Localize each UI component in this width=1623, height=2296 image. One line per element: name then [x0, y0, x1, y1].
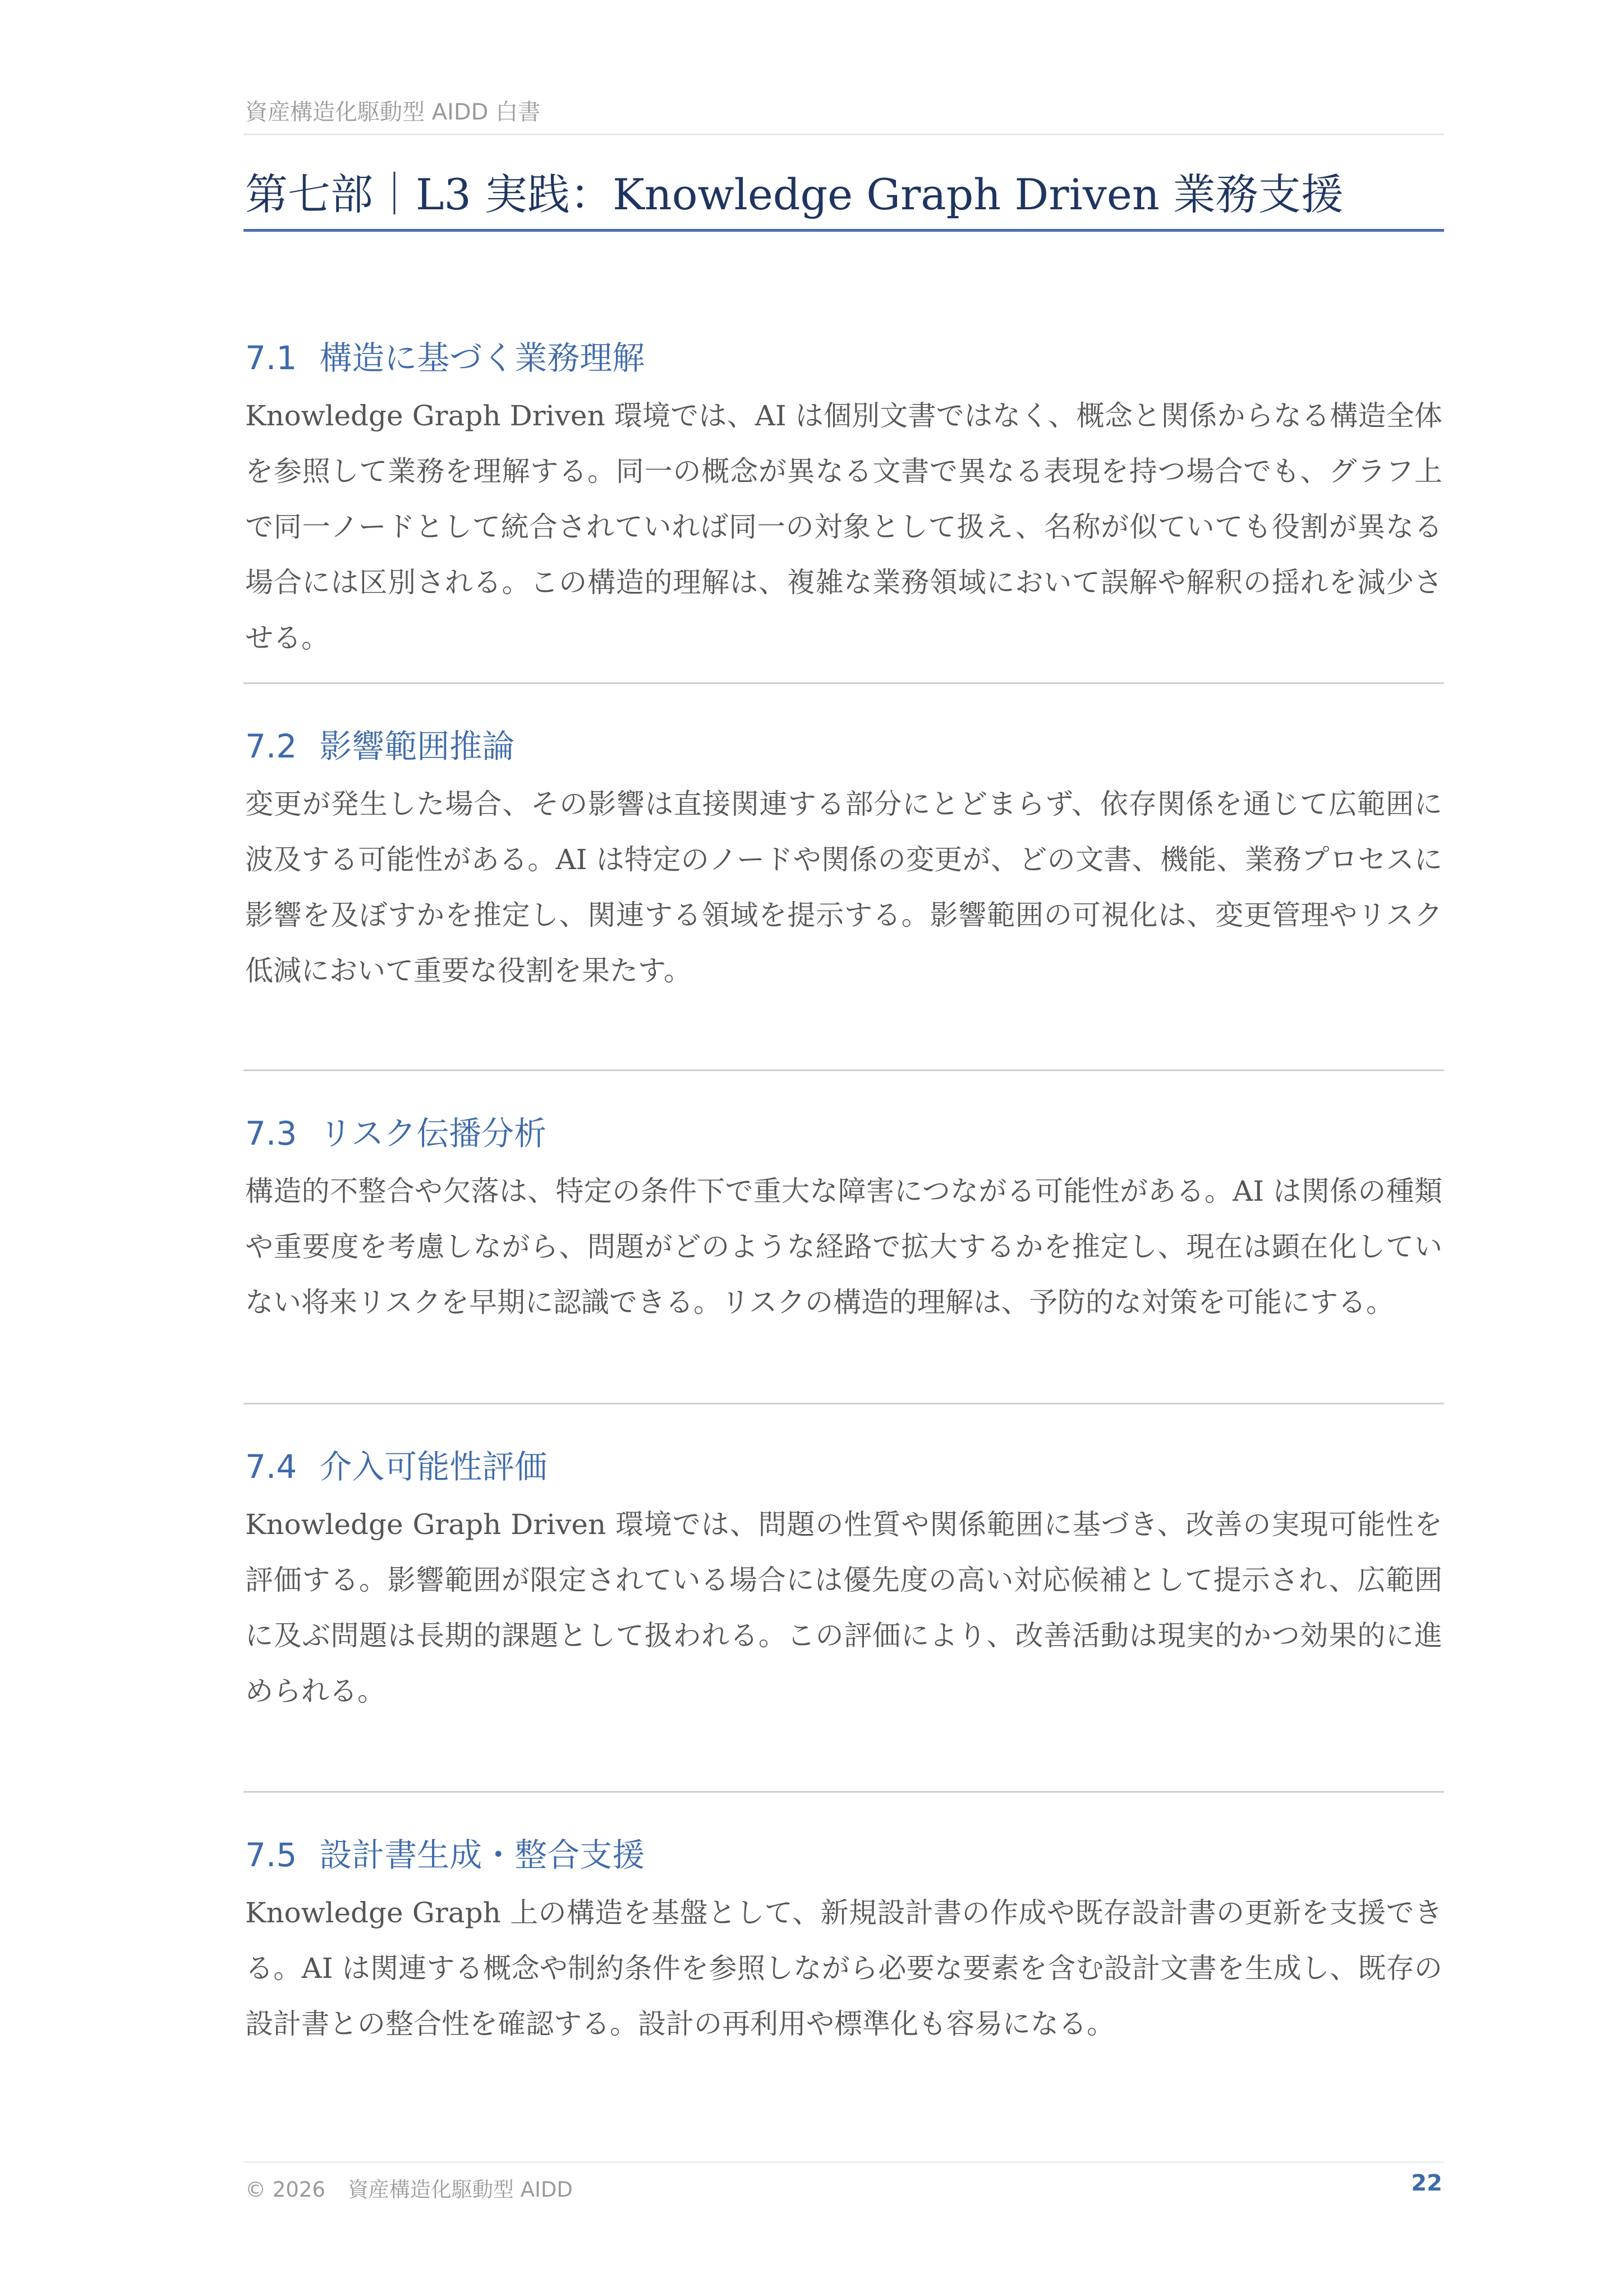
section-7-2	[245, 720, 1442, 999]
section-body: Knowledge Graph Driven 環境では、AI は個別文書ではなく、概念と関係からなる構造全体を参照して業務を理解する。同一の概念が異なる文書で異なる表現を持つ場合でも、グラフ上で同一ノードとして統合されていれば同一の対象として扱え、名称が似ていても役割が異なる場合には区別される。この構造的理解は、複雑な業務領域において誤解や解釈の揺れを減少させる。	[245, 399, 1442, 654]
section-body: 変更が発生した場合、その影響は直接関連する部分にとどまらず、依存関係を通じて広範囲に波及する可能性がある。AI は特定のノードや関係の変更が、どの文書、機能、業務プロセスに影響を及ぼすかを推定し、関連する領域を提示する。影響範囲の可視化は、変更管理やリスク低減において重要な役割を果たす。	[245, 788, 1442, 987]
section-7-3	[245, 1108, 1442, 1330]
section-title: リスク伝播分析	[319, 1114, 547, 1152]
footer-credit	[245, 2173, 573, 2203]
section-heading	[245, 1829, 1442, 1881]
section-title: 構造に基づく業務理解	[319, 339, 645, 377]
footer-copyright: © 2026	[245, 2178, 325, 2202]
section-heading	[245, 1441, 1442, 1493]
chapter-title-underline	[243, 229, 1444, 232]
section-heading	[245, 720, 1442, 772]
section-7-5	[245, 1829, 1442, 2052]
section-body: Knowledge Graph 上の構造を基盤として、新規設計書の作成や既存設計書の更新を支援できる。AI は関連する概念や制約条件を参照しながら必要な要素を含む設計文書を生成し、既存の設計書との整合性を確認する。設計の再利用や標準化も容易になる。	[245, 1897, 1442, 2040]
section-body: Knowledge Graph Driven 環境では、問題の性質や関係範囲に基づき、改善の実現可能性を評価する。影響範囲が限定されている場合には優先度の高い対応候補として提示され、広範囲に及ぶ問題は長期的課題として扱われる。この評価により、改善活動は現実的かつ効果的に進められる。	[245, 1508, 1442, 1707]
page-number: 22	[1411, 2170, 1442, 2196]
section-divider	[243, 682, 1444, 684]
section-heading	[245, 332, 1442, 384]
section-divider	[243, 1069, 1444, 1071]
section-7-1	[245, 332, 1442, 666]
footer-divider	[243, 2161, 1444, 2163]
section-divider	[243, 1791, 1444, 1793]
section-body: 構造的不整合や欠落は、特定の条件下で重大な障害につながる可能性がある。AI は関係の種類や重要度を考慮しながら、問題がどのような経路で拡大するかを推定し、現在は顕在化していない将来リスクを早期に認識できる。リスクの構造的理解は、予防的な対策を可能にする。	[245, 1175, 1442, 1319]
section-number: 7.2	[245, 727, 297, 765]
section-title: 影響範囲推論	[319, 727, 515, 765]
header-divider	[243, 134, 1444, 135]
section-number: 7.3	[245, 1114, 297, 1152]
section-title: 介入可能性評価	[319, 1448, 548, 1486]
running-header: 資産構造化駆動型 AIDD 白書	[245, 99, 541, 125]
section-number: 7.1	[245, 339, 297, 377]
section-number: 7.4	[245, 1448, 297, 1486]
section-7-4	[245, 1441, 1442, 1719]
chapter-title: 第七部｜L3 実践：Knowledge Graph Driven 業務支援	[245, 169, 1344, 219]
section-title: 設計書生成・整合支援	[319, 1836, 645, 1874]
footer-publication: 資産構造化駆動型 AIDD	[347, 2178, 573, 2202]
section-divider	[243, 1403, 1444, 1404]
section-heading	[245, 1108, 1442, 1159]
section-number: 7.5	[245, 1836, 297, 1874]
